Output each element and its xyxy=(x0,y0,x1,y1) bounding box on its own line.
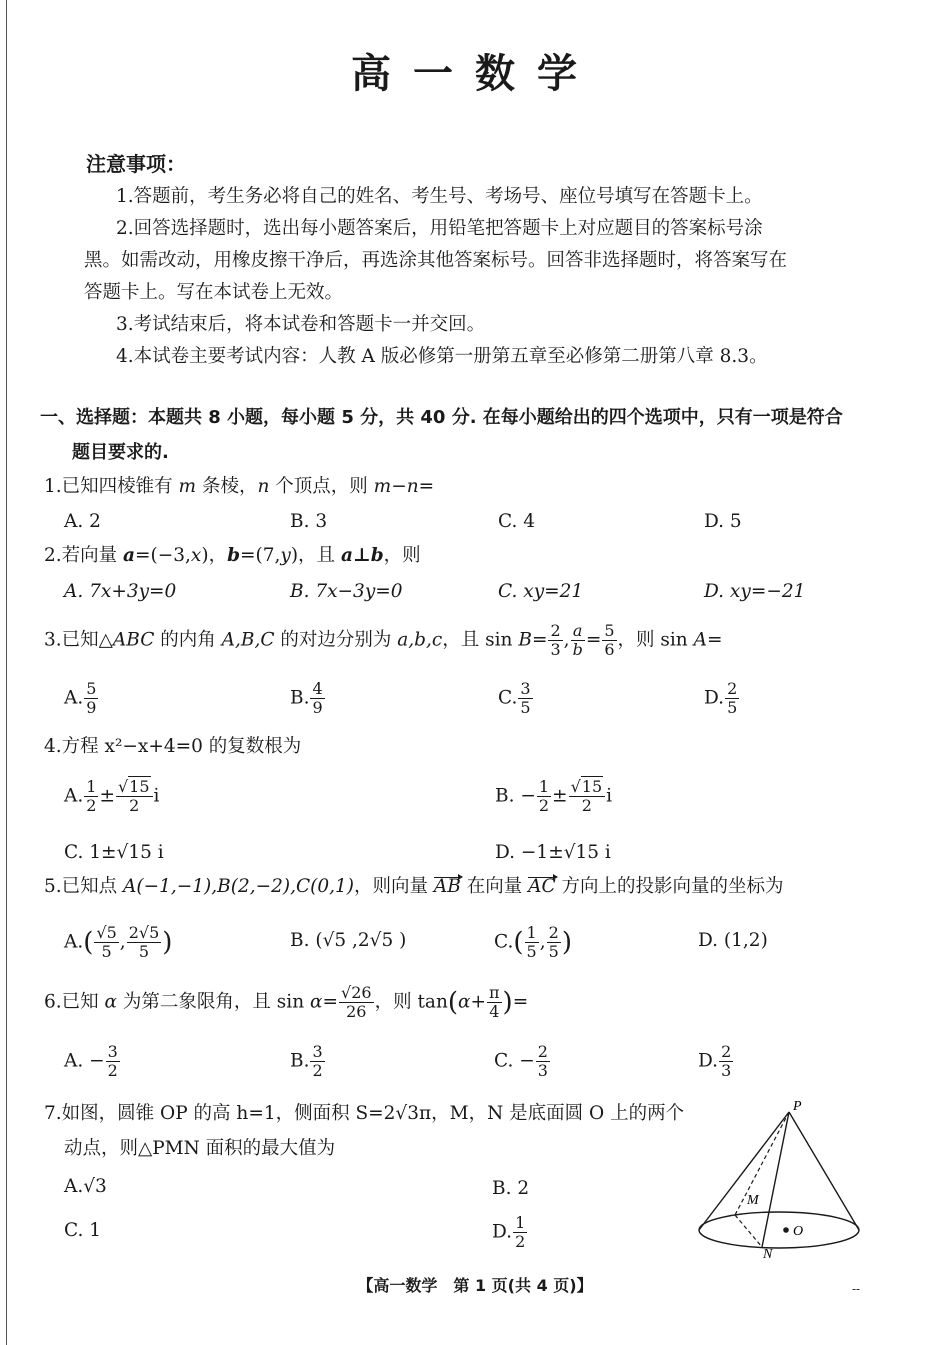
q2-option-a: A. 7x+3y=0 xyxy=(64,581,177,602)
fraction: $\frac{5}{6}$ xyxy=(604,621,615,659)
page-title: 高一数学 xyxy=(351,51,599,97)
q3-option-c: C. $\frac{3}{5}$ xyxy=(498,679,531,717)
q4-option-c: C. 1±√15 i xyxy=(64,842,164,863)
fraction: $\frac{2}{3}$ xyxy=(550,621,561,659)
segment-mn xyxy=(735,1215,762,1247)
notice-item: 2.回答选择题时，选出每小题答案后，用铅笔把答题卡上对应题目的答案标号涂 xyxy=(116,218,763,239)
label-n: N xyxy=(763,1247,773,1262)
question-6-stem: 6.已知 α 为第二象限角，且 sin α= $\frac{√26}{26}$ ，则 tan(α+ $\frac{\pi}{4}$ )= xyxy=(44,983,529,1021)
q1-option-a: A. 2 xyxy=(64,511,101,532)
cone-base-front xyxy=(699,1212,859,1248)
q5-option-d: D. (1,2) xyxy=(698,930,768,951)
q2-option-b: B. 7x−3y=0 xyxy=(290,581,403,602)
q7-option-a: A.√3 xyxy=(64,1176,107,1197)
notice-item: 3.考试结束后，将本试卷和答题卡一并交回。 xyxy=(116,314,486,335)
section-heading: 一、选择题：本题共 8 小题，每小题 5 分，共 40 分. 在每小题给出的四个选项中，只有一项是符合 xyxy=(40,407,843,428)
question-3-stem: 3.已知△ABC 的内角 A,B,C 的对边分别为 a,b,c，且 sin B= $\frac{2}{3}$ , $\frac{a}{b}$ = $\frac{5}{6}$ ，则 sin A= xyxy=(44,621,723,659)
question-7-stem-cont: 动点，则△PMN 面积的最大值为 xyxy=(64,1138,336,1159)
q7-option-b: B. 2 xyxy=(492,1178,530,1199)
label-m: M xyxy=(747,1193,759,1208)
q2-option-c: C. xy=21 xyxy=(498,581,584,602)
q4-option-b: B. − $\frac{1}{2}$ ± $\frac{√15}{2}$ i xyxy=(495,777,613,815)
q1-option-d: D. 5 xyxy=(704,511,742,532)
q6-option-c: C. − $\frac{2}{3}$ xyxy=(494,1042,548,1080)
label-o: O xyxy=(793,1224,804,1239)
segment-pm xyxy=(735,1112,789,1215)
page-footer: 【高一数学 第 1 页(共 4 页)】 xyxy=(357,1276,593,1295)
corner-mark: -- xyxy=(852,1282,861,1296)
label-p: P xyxy=(793,1099,802,1114)
q6-option-b: B. $\frac{3}{2}$ xyxy=(290,1042,323,1080)
q7-option-c: C. 1 xyxy=(64,1220,102,1241)
question-2-stem: 2.若向量 a=(−3,x)，b=(7,y)，且 a⊥b，则 xyxy=(44,545,421,566)
q1-option-b: B. 3 xyxy=(290,511,328,532)
q4-option-d: D. −1±√15 i xyxy=(495,842,611,863)
notice-item: 4.本试卷主要考试内容：人教 A 版必修第一册第五章至必修第二册第八章 8.3。 xyxy=(116,346,768,367)
q5-option-b: B. (√5 ,2√5 ) xyxy=(290,930,407,951)
fraction: $\frac{a}{b}$ xyxy=(572,621,583,659)
notice-heading: 注意事项： xyxy=(86,152,186,176)
question-5-stem: 5.已知点 A(−1,−1),B(2,−2),C(0,1)，则向量 AB 在向量 AC 方向上的投影向量的坐标为 xyxy=(44,876,784,897)
q5-option-c: C.( $\frac{1}{5}$ , $\frac{2}{5}$ ) xyxy=(494,923,572,961)
q4-option-a: A. $\frac{1}{2}$ ± $\frac{√15}{2}$ i xyxy=(64,777,160,815)
q3-option-b: B. $\frac{4}{9}$ xyxy=(290,679,323,717)
cone-figure xyxy=(695,1090,875,1265)
q5-option-a: A.( $\frac{√5}{5}$ , $\frac{2√5}{5}$ ) xyxy=(64,923,173,961)
question-4-stem: 4.方程 x²−x+4=0 的复数根为 xyxy=(44,736,302,757)
q2-option-d: D. xy=−21 xyxy=(704,581,806,602)
q7-option-d: D. $\frac{1}{2}$ xyxy=(492,1213,526,1251)
notice-item: 答题卡上。写在本试卷上无效。 xyxy=(84,282,344,303)
notice-item: 黑。如需改动，用橡皮擦干净后，再选涂其他答案标号。回答非选择题时，将答案写在 xyxy=(84,250,788,271)
q1-option-c: C. 4 xyxy=(498,511,536,532)
segment-pn xyxy=(762,1112,789,1247)
q3-option-d: D. $\frac{2}{5}$ xyxy=(704,679,738,717)
page-edge-line xyxy=(6,0,7,1345)
q6-option-d: D. $\frac{2}{3}$ xyxy=(698,1042,732,1080)
section-heading-cont: 题目要求的. xyxy=(72,442,169,463)
q3-option-a: A. $\frac{5}{9}$ xyxy=(64,679,97,717)
q6-option-a: A. − $\frac{3}{2}$ xyxy=(64,1042,118,1080)
notice-item: 1.答题前，考生务必将自己的姓名、考生号、考场号、座位号填写在答题卡上。 xyxy=(116,186,763,207)
center-point-o xyxy=(783,1227,789,1233)
question-1-stem: 1.已知四棱锥有 m 条棱，n 个顶点，则 m−n= xyxy=(44,476,435,497)
question-7-stem: 7.如图，圆锥 OP 的高 h=1，侧面积 S=2√3π，M，N 是底面圆 O 上的两个 xyxy=(44,1103,685,1124)
